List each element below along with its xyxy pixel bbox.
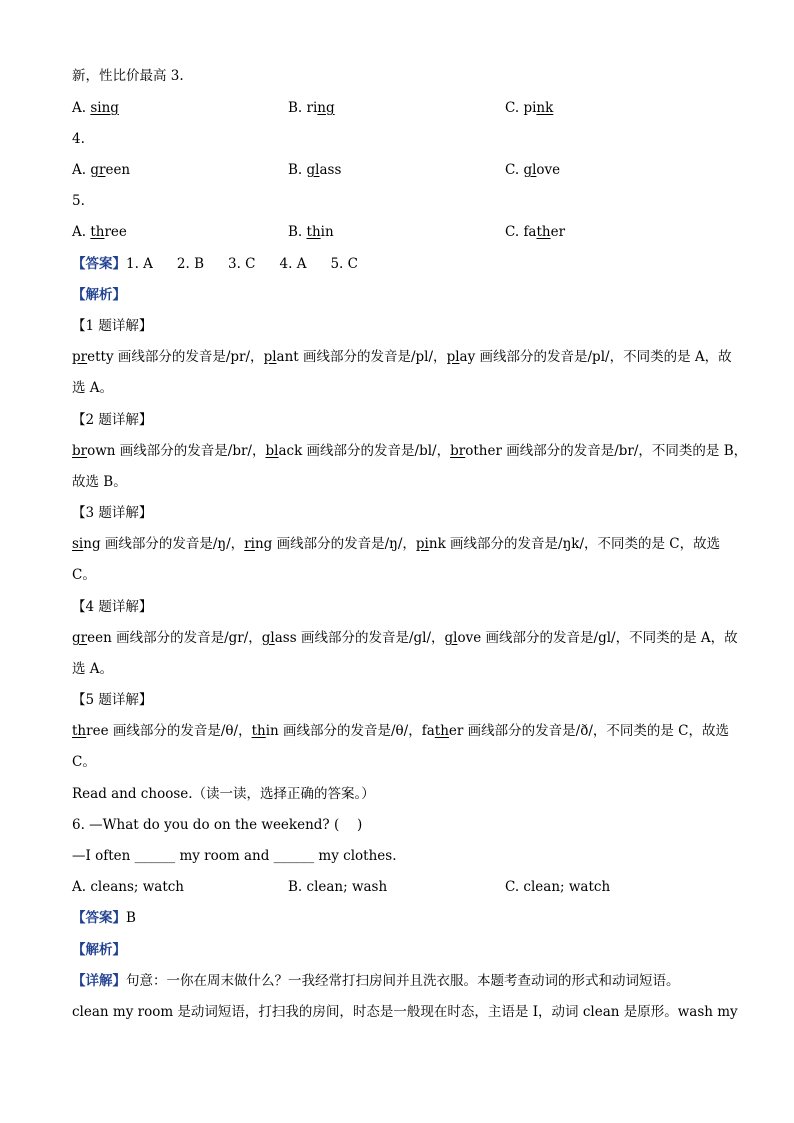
word-part: ove [536,162,561,178]
q4-number: 4. [72,131,85,147]
underlined-part: br [72,443,88,459]
word-part: ree [104,224,127,240]
detail-4-heading: 【4 题详解】 [72,599,153,615]
q4-option-a [72,161,130,179]
text-part: 画线部分的发音是/gr/， [111,630,262,646]
word-part: own [87,443,116,459]
word-part: ri [306,100,318,116]
q3-option-b [288,99,335,117]
text-part: 画线部分的发音是/pl/， [298,349,447,365]
underlined-part: gl [306,162,320,178]
underlined-part: th [434,723,449,739]
underlined-part: pi [415,536,429,552]
underlined-part: gl [523,162,537,178]
word-part: in [265,723,279,739]
text-part: 画线部分的发音是/θ/， [108,723,252,739]
word-part: er [550,224,566,240]
word-part: er [448,723,464,739]
detail-2-line-1 [72,442,747,460]
answer-tag: 【答案】 [72,256,126,272]
underlined-part: gl [261,630,275,646]
word-part: fa [421,723,435,739]
detail-3-line-1 [72,535,720,553]
q6-analysis-heading: 【解析】 [72,942,126,958]
underlined-part: si [72,536,84,552]
underlined-part: th [536,224,551,240]
word-part: etty [87,349,114,365]
text-part: 画线部分的发音是/pl/，不同类的是 A，故 [475,349,732,365]
q6-stem: 6. —What do you do on the weekend? ( ) [72,817,363,833]
word-part: ove [457,630,482,646]
word-part: ng [254,536,273,552]
q6-option-a: A. cleans; watch [72,879,184,895]
detail-1-line-1 [72,348,732,366]
underlined-part: th [72,723,87,739]
underlined-part: nk [536,100,554,116]
word-part: fa [523,224,537,240]
word-part: ass [274,630,297,646]
underlined-part: th [90,224,105,240]
word-part: ay [459,349,476,365]
detail-4-line-1 [72,629,738,647]
detail-tag: 【详解】 [72,973,126,989]
text-part: 画线部分的发音是/br/，不同类的是 B， [501,443,748,459]
option-label: A. [72,224,91,240]
q5-option-a [72,223,127,241]
q6-detail-line-2: clean my room 是动词短语，打扫我的房间，时态是一般现在时态，主语是 I，动词 clean 是原形。wash my [72,1004,738,1020]
option-label: C. [505,162,524,178]
underlined-part: gr [72,630,88,646]
q6-sentence: —I often ______ my room and ______ my clothes. [72,848,397,864]
q6-option-c: C. clean; watch [505,879,611,895]
detail-2-heading: 【2 题详解】 [72,412,153,428]
text-part: 画线部分的发音是/ŋk/，不同类的是 C，故选 [445,536,721,552]
q5-option-b [288,223,334,241]
answer-item: 4. A [279,256,307,272]
q2-tail-text: 新，性比价最高 3. [72,68,184,84]
word-part: ng [83,536,101,552]
q3-option-a [72,99,119,117]
underlined-part: gl [444,630,458,646]
word-part: pi [523,100,537,116]
option-label: A. [72,162,91,178]
underlined-part: pl [446,349,460,365]
answer-line [72,255,358,273]
answer-value: B [126,910,136,926]
underlined-part: th [251,723,266,739]
word-part: ack [278,443,303,459]
text-part: 画线部分的发音是/bl/， [302,443,451,459]
underlined-part: th [306,224,321,240]
answer-item: 5. C [330,256,358,272]
word-part: other [465,443,502,459]
detail-2-line-2: 故选 B。 [72,474,127,490]
q6-answer-line [72,909,136,927]
text-part: 画线部分的发音是/br/， [115,443,266,459]
word-part: in [320,224,334,240]
underlined-part: gr [90,162,106,178]
option-label: B. [288,224,307,240]
word-part: een [105,162,131,178]
detail-3-line-2: C。 [72,567,96,583]
word-part: ass [319,162,342,178]
analysis-heading: 【解析】 [72,287,126,303]
detail-1-line-2: 选 A。 [72,380,114,396]
answer-item: 1. A [126,256,153,272]
underlined-part: pr [72,349,88,365]
word-part: ree [86,723,109,739]
detail-4-line-2: 选 A。 [72,661,114,677]
underlined-part: br [450,443,466,459]
q4-option-b [288,161,341,179]
detail-1-heading: 【1 题详解】 [72,318,153,334]
q5-number: 5. [72,193,85,209]
underlined-part: pl [263,349,277,365]
text-part: 画线部分的发音是/pr/， [113,349,264,365]
text-part: 画线部分的发音是/θ/， [278,723,422,739]
q3-option-c [505,99,553,117]
q4-option-c [505,161,560,179]
underlined-part: ri [244,536,255,552]
text-part: 画线部分的发音是/ŋ/， [100,536,245,552]
word-part: een [87,630,112,646]
option-label: B. [288,100,307,116]
option-label: A. [72,100,91,116]
detail-3-heading: 【3 题详解】 [72,505,153,521]
text-part: 画线部分的发音是/ð/，不同类的是 C，故选 [463,723,729,739]
underlined-part: bl [265,443,279,459]
text-part: 画线部分的发音是/ŋ/， [272,536,416,552]
option-label: C. [505,224,524,240]
q6-detail-line-1 [72,972,680,990]
text-part: 画线部分的发音是/gl/， [296,630,445,646]
underlined-part: sing [90,100,119,116]
detail-text: 句意：一你在周末做什么？一我经常打扫房间并且洗衣服。本题考查动词的形式和动词短语。 [126,973,680,989]
answer-item: 3. C [228,256,256,272]
q5-option-c [505,223,565,241]
section-2-title: Read and choose.（读一读，选择正确的答案。） [72,786,375,802]
text-part: 画线部分的发音是/gl/，不同类的是 A，故 [481,630,738,646]
detail-5-line-1 [72,722,729,740]
q6-option-b: B. clean; wash [288,879,388,895]
detail-5-heading: 【5 题详解】 [72,692,153,708]
word-part: ant [276,349,299,365]
word-part: nk [428,536,446,552]
option-label: C. [505,100,524,116]
detail-5-line-2: C。 [72,754,96,770]
answer-tag: 【答案】 [72,910,126,926]
underlined-part: ng [317,100,335,116]
option-label: B. [288,162,307,178]
answer-item: 2. B [176,256,205,272]
